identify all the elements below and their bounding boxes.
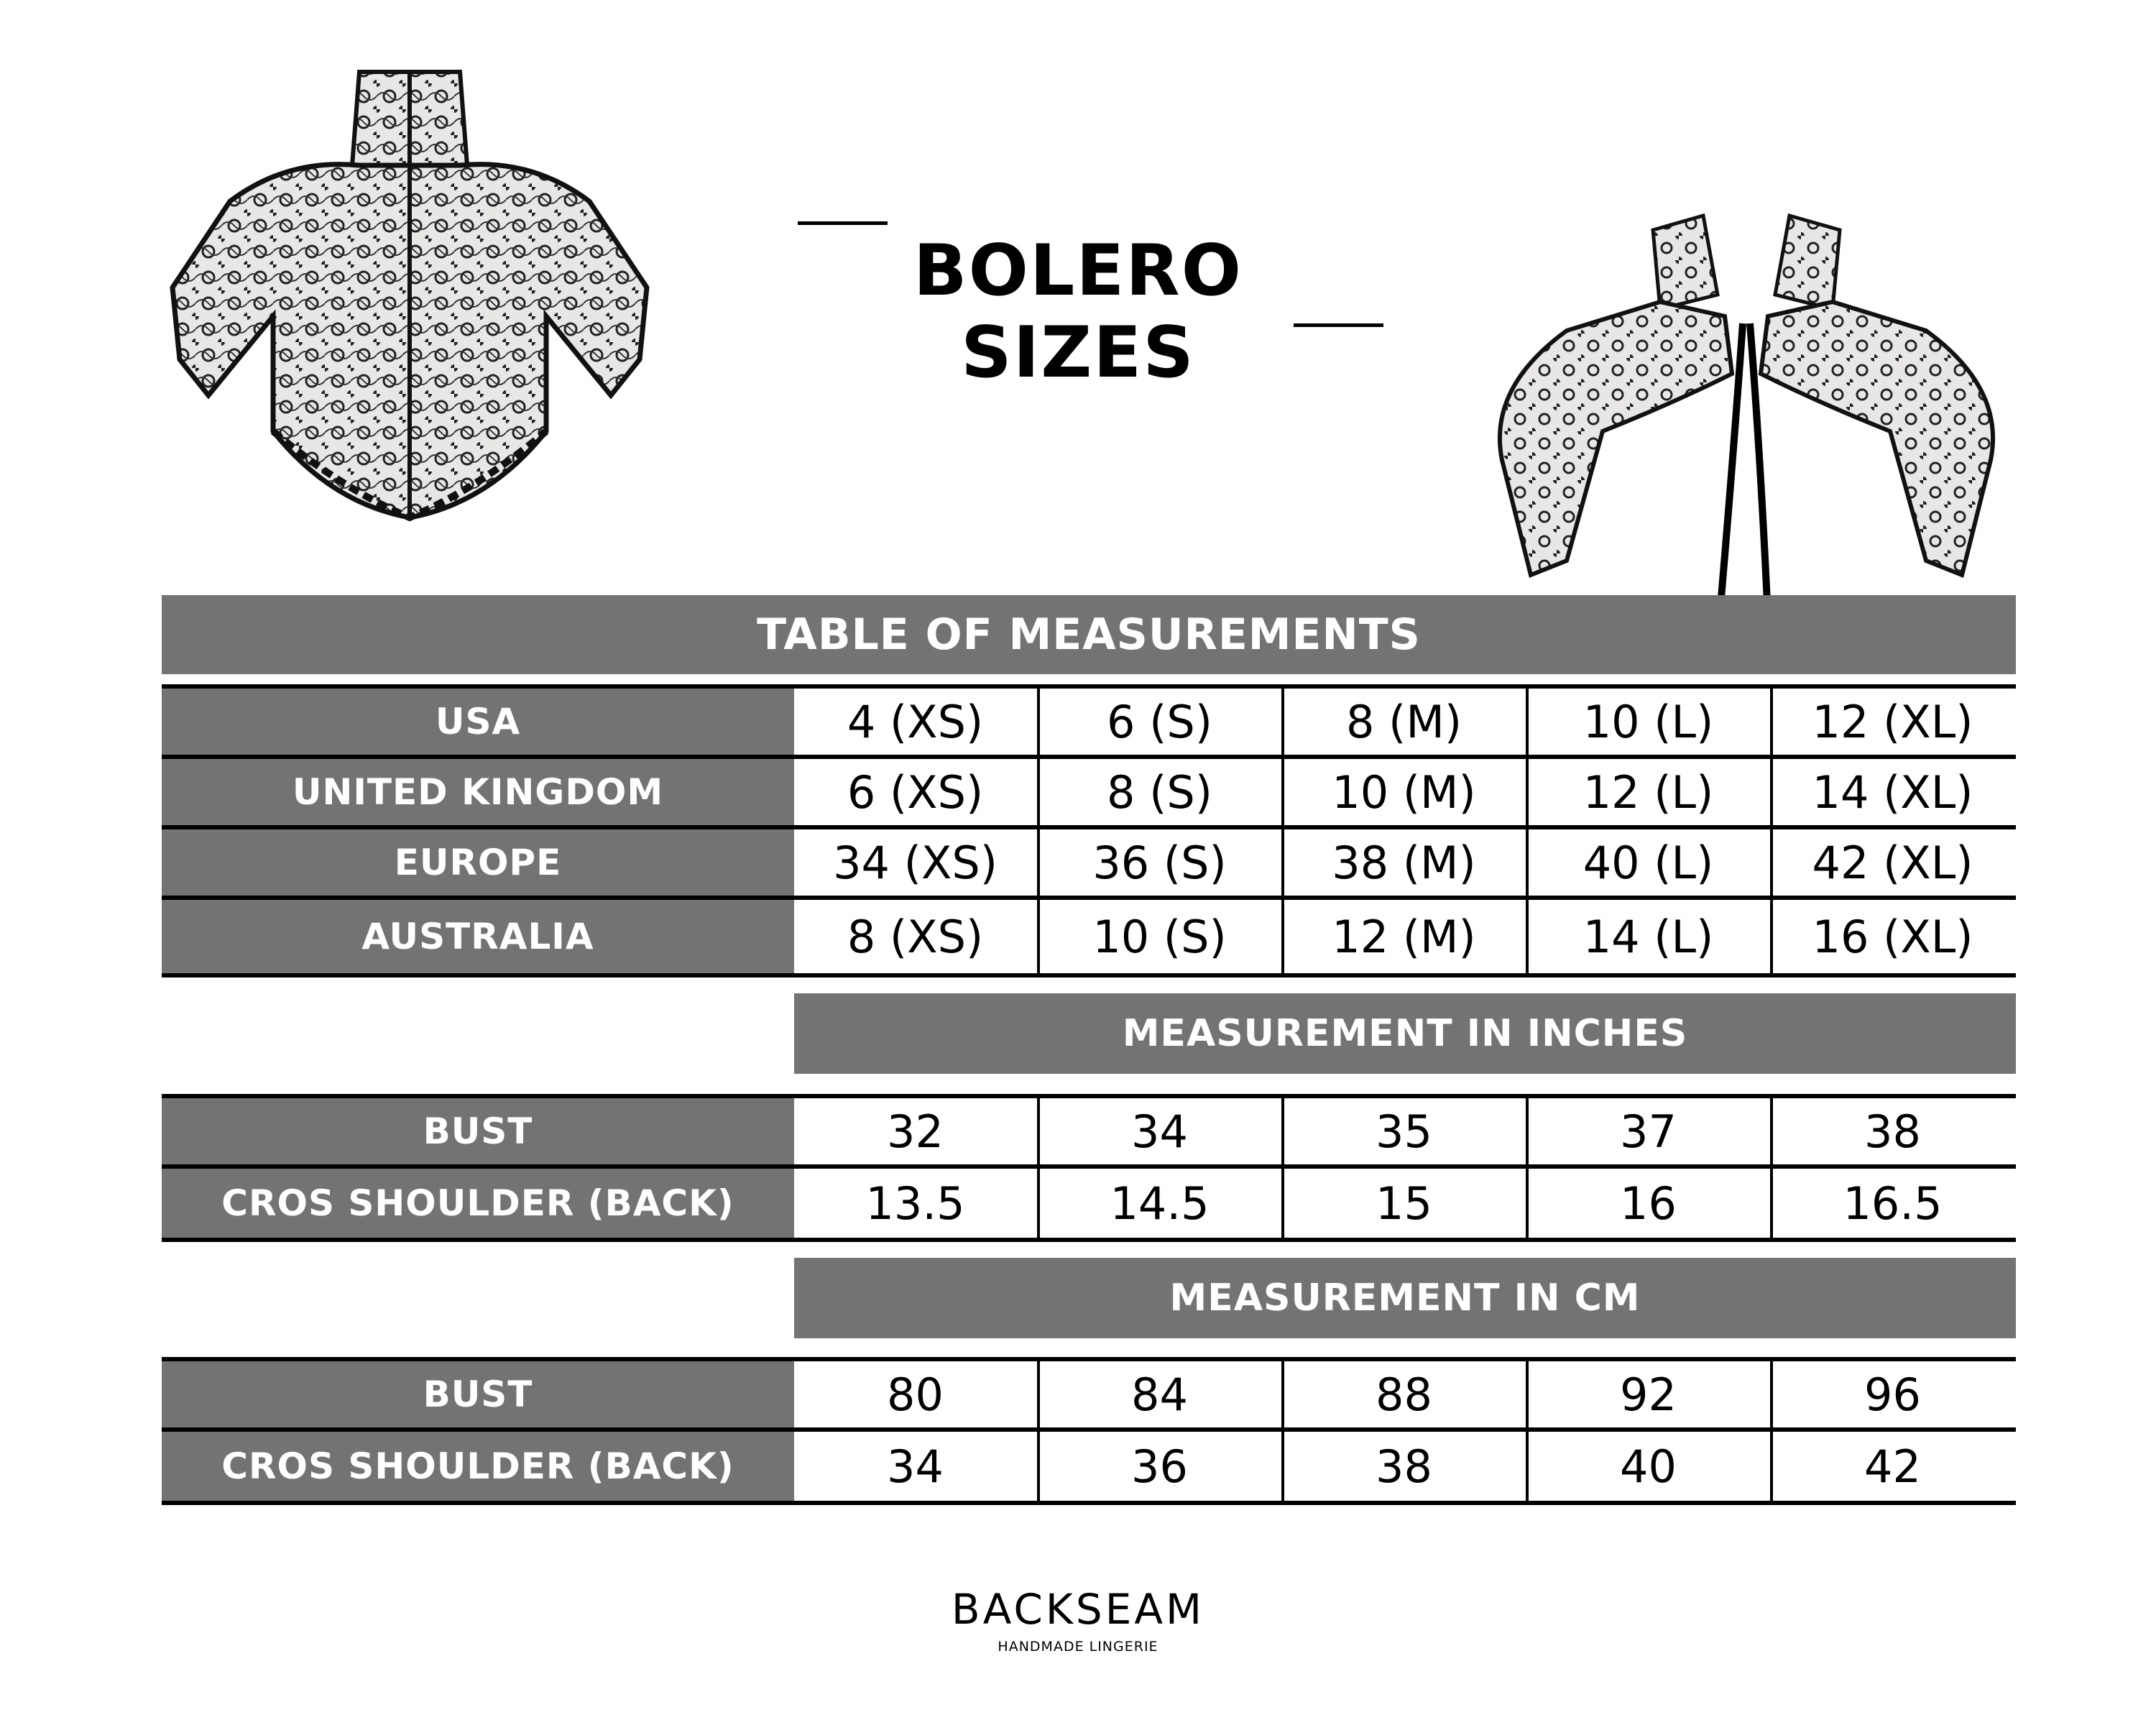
table-rule <box>162 1238 2016 1242</box>
table-cell: 92 <box>1620 1368 1677 1421</box>
table-cell: 37 <box>1620 1105 1677 1158</box>
column-divider <box>1281 1098 1284 1238</box>
row-label: USA <box>162 689 794 755</box>
table-cell: 14.5 <box>1110 1177 1210 1230</box>
cm-heading: MEASUREMENT IN CM <box>1169 1276 1641 1320</box>
table-cell: 16 (XL) <box>1812 910 1973 963</box>
column-divider <box>1037 1098 1040 1238</box>
table-cell: 14 (XL) <box>1812 765 1973 819</box>
inches-heading: MEASUREMENT IN INCHES <box>1122 1012 1688 1055</box>
table-cell: 42 (XL) <box>1812 836 1973 889</box>
table-cell: 12 (L) <box>1583 765 1714 819</box>
table-cell: 36 (S) <box>1092 836 1227 889</box>
table-title-band <box>162 595 2016 674</box>
cm-row-bust <box>162 1361 2016 1427</box>
table-cell: 10 (S) <box>1092 910 1227 963</box>
column-divider <box>1281 689 1284 973</box>
column-divider <box>1526 689 1529 973</box>
column-divider <box>1526 1361 1529 1501</box>
table-cell: 14 (L) <box>1583 910 1714 963</box>
table-cell: 96 <box>1864 1368 1921 1421</box>
table-cell: 8 (S) <box>1107 765 1212 819</box>
title-rule-bottom <box>1294 323 1383 327</box>
table-cell: 13.5 <box>865 1177 965 1230</box>
table-cell: 40 <box>1620 1440 1677 1493</box>
inches-row-bust <box>162 1098 2016 1164</box>
size-row-europe <box>162 829 2016 896</box>
row-label: UNITED KINGDOM <box>162 759 794 825</box>
row-label: EUROPE <box>162 829 794 896</box>
column-divider <box>1037 689 1040 973</box>
column-divider <box>1281 1361 1284 1501</box>
table-cell: 16 <box>1620 1177 1677 1230</box>
table-cell: 12 (M) <box>1332 910 1476 963</box>
table-cell: 10 (M) <box>1332 765 1476 819</box>
column-divider <box>1770 689 1773 973</box>
table-cell: 38 <box>1864 1105 1921 1158</box>
size-row-usa <box>162 689 2016 755</box>
table-cell: 38 <box>1376 1440 1432 1493</box>
table-cell: 88 <box>1376 1368 1432 1421</box>
column-divider <box>1037 1361 1040 1501</box>
table-cell: 4 (XS) <box>847 695 984 748</box>
table-cell: 34 <box>1131 1105 1188 1158</box>
table-title: TABLE OF MEASUREMENTS <box>757 610 1421 660</box>
table-cell: 80 <box>887 1368 944 1421</box>
table-cell: 10 (L) <box>1583 695 1714 748</box>
table-cell: 40 (L) <box>1583 836 1714 889</box>
table-cell: 84 <box>1131 1368 1188 1421</box>
inches-row-shoulder <box>162 1169 2016 1238</box>
brand-logo: BACKSEAM <box>951 1585 1205 1634</box>
row-label: CROS SHOULDER (BACK) <box>162 1169 794 1238</box>
cm-heading-band <box>794 1258 2016 1338</box>
size-row-uk <box>162 759 2016 825</box>
table-cell: 34 (XS) <box>833 836 998 889</box>
table-rule <box>162 973 2016 978</box>
column-divider <box>1526 1098 1529 1238</box>
column-divider <box>1770 1098 1773 1238</box>
table-cell: 8 (XS) <box>847 910 984 963</box>
table-cell: 32 <box>887 1105 944 1158</box>
table-cell: 38 (M) <box>1332 836 1476 889</box>
table-cell: 34 <box>887 1440 944 1493</box>
cm-row-shoulder <box>162 1432 2016 1501</box>
bolero-front-image <box>1459 187 2034 647</box>
table-cell: 12 (XL) <box>1812 695 1973 748</box>
table-cell: 6 (S) <box>1107 695 1212 748</box>
size-row-australia <box>162 900 2016 973</box>
table-cell: 35 <box>1376 1105 1432 1158</box>
table-cell: 42 <box>1864 1440 1921 1493</box>
brand-tagline: HANDMADE LINGERIE <box>998 1639 1158 1655</box>
table-cell: 8 (M) <box>1345 695 1462 748</box>
table-rule <box>162 1501 2016 1505</box>
table-cell: 16.5 <box>1843 1177 1943 1230</box>
row-label: CROS SHOULDER (BACK) <box>162 1432 794 1501</box>
table-cell: 36 <box>1131 1440 1188 1493</box>
column-divider <box>1770 1361 1773 1501</box>
table-cell: 15 <box>1376 1177 1432 1230</box>
title-rule-top <box>798 221 888 225</box>
table-cell: 6 (XS) <box>847 765 984 819</box>
bolero-back-image <box>144 58 690 525</box>
row-label: BUST <box>162 1361 794 1427</box>
inches-heading-band <box>794 993 2016 1074</box>
row-label: BUST <box>162 1098 794 1164</box>
page-title: BOLERO SIZES <box>913 230 1243 394</box>
row-label: AUSTRALIA <box>162 900 794 973</box>
